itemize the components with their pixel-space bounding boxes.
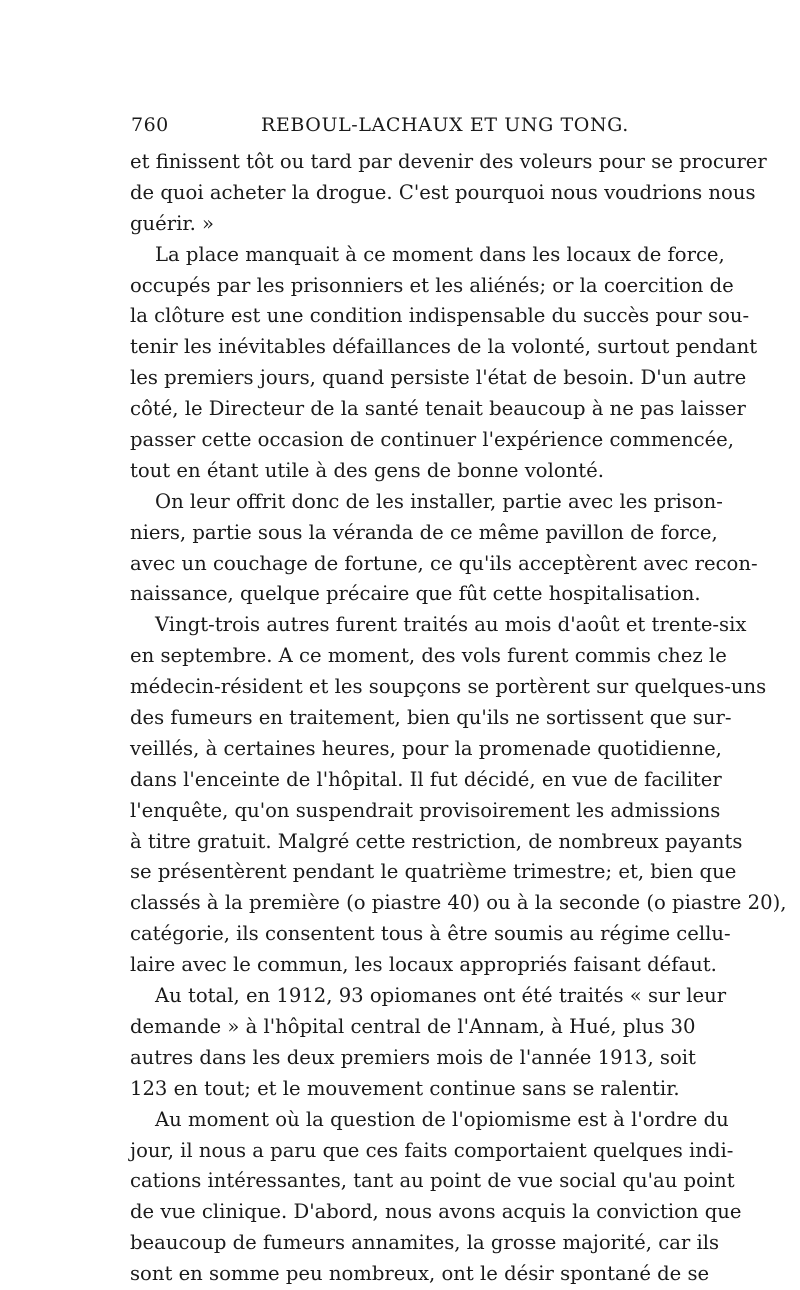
text-line: de vue clinique. D'abord, nous avons acquis la conviction que <box>130 1200 742 1224</box>
text-line: à titre gratuit. Malgré cette restriction, de nombreux payants <box>130 829 743 853</box>
text-line: cations intéressantes, tant au point de vue social qu'au point <box>130 1169 735 1193</box>
text-line: catégorie, ils consentent tous à être soumis au régime cellu- <box>130 922 731 946</box>
text-line: Au total, en 1912, 93 opiomanes ont été traités « sur leur <box>155 984 727 1008</box>
text-line: occupés par les prisonniers et les aliénés; or la coercition de <box>130 273 734 297</box>
text-line: Vingt-trois autres furent traités au mois d'août et trente-six <box>155 613 747 637</box>
text-line: l'enquête, qu'on suspendrait provisoirement les admissions <box>130 798 721 822</box>
text-line: guérir. » <box>130 211 215 235</box>
text-line: des fumeurs en traitement, bien qu'ils ne sortissent que sur- <box>130 706 732 730</box>
text-line: naissance, quelque précaire que fût cette hospitalisation. <box>130 582 701 606</box>
text-line: classés à la première (o piastre 40) ou à la seconde (o piastre 20), <box>130 891 787 915</box>
page-number: 760 <box>131 114 169 136</box>
text-line: 123 en tout; et le mouvement continue sans se ralentir. <box>130 1076 680 1100</box>
text-line: laire avec le commun, les locaux appropriés faisant défaut. <box>130 953 717 977</box>
text-line: les premiers jours, quand persiste l'état de besoin. D'un autre <box>130 366 747 390</box>
text-line: La place manquait à ce moment dans les locaux de force, <box>155 242 725 266</box>
text-line: veillés, à certaines heures, pour la promenade quotidienne, <box>130 736 722 760</box>
text-line: On leur offrit donc de les installer, partie avec les prison- <box>155 489 723 513</box>
text-line: la clôture est une condition indispensable du succès pour sou- <box>130 304 750 328</box>
text-line: passer cette occasion de continuer l'expérience commencée, <box>130 428 735 452</box>
text-line: Au moment où la question de l'opiomisme est à l'ordre du <box>155 1107 729 1131</box>
text-line: tout en étant utile à des gens de bonne volonté. <box>130 458 604 482</box>
text-line: jour, il nous a paru que ces faits comportaient quelques indi- <box>130 1138 734 1162</box>
text-line: médecin-résident et les soupçons se portèrent sur quelques-uns <box>130 675 767 699</box>
text-line: de quoi acheter la drogue. C'est pourquoi nous voudrions nous <box>130 180 756 204</box>
text-line: dans l'enceinte de l'hôpital. Il fut décidé, en vue de faciliter <box>130 767 722 791</box>
text-line: se présentèrent pendant le quatrième trimestre; et, bien que <box>130 860 737 884</box>
text-line: beaucoup de fumeurs annamites, la grosse majorité, car ils <box>130 1231 720 1255</box>
text-line: niers, partie sous la véranda de ce même pavillon de force, <box>130 520 718 544</box>
text-line: sont en somme peu nombreux, ont le désir spontané de se <box>130 1262 710 1286</box>
running-head: REBOUL-LACHAUX ET UNG TONG. <box>261 114 629 136</box>
text-line: demande » à l'hôpital central de l'Annam, à Hué, plus 30 <box>130 1014 696 1038</box>
text-line: avec un couchage de fortune, ce qu'ils acceptèrent avec recon- <box>130 551 758 575</box>
text-line: tenir les inévitables défaillances de la volonté, surtout pendant <box>130 335 758 359</box>
text-line: et finissent tôt ou tard par devenir des voleurs pour se procurer <box>130 150 767 173</box>
text-line: en septembre. A ce moment, des vols furent commis chez le <box>130 644 727 668</box>
text-line: côté, le Directeur de la santé tenait beaucoup à ne pas laisser <box>130 397 746 421</box>
text-line: autres dans les deux premiers mois de l'année 1913, soit <box>130 1045 696 1069</box>
page-header <box>131 114 671 144</box>
body-text <box>130 147 787 1290</box>
